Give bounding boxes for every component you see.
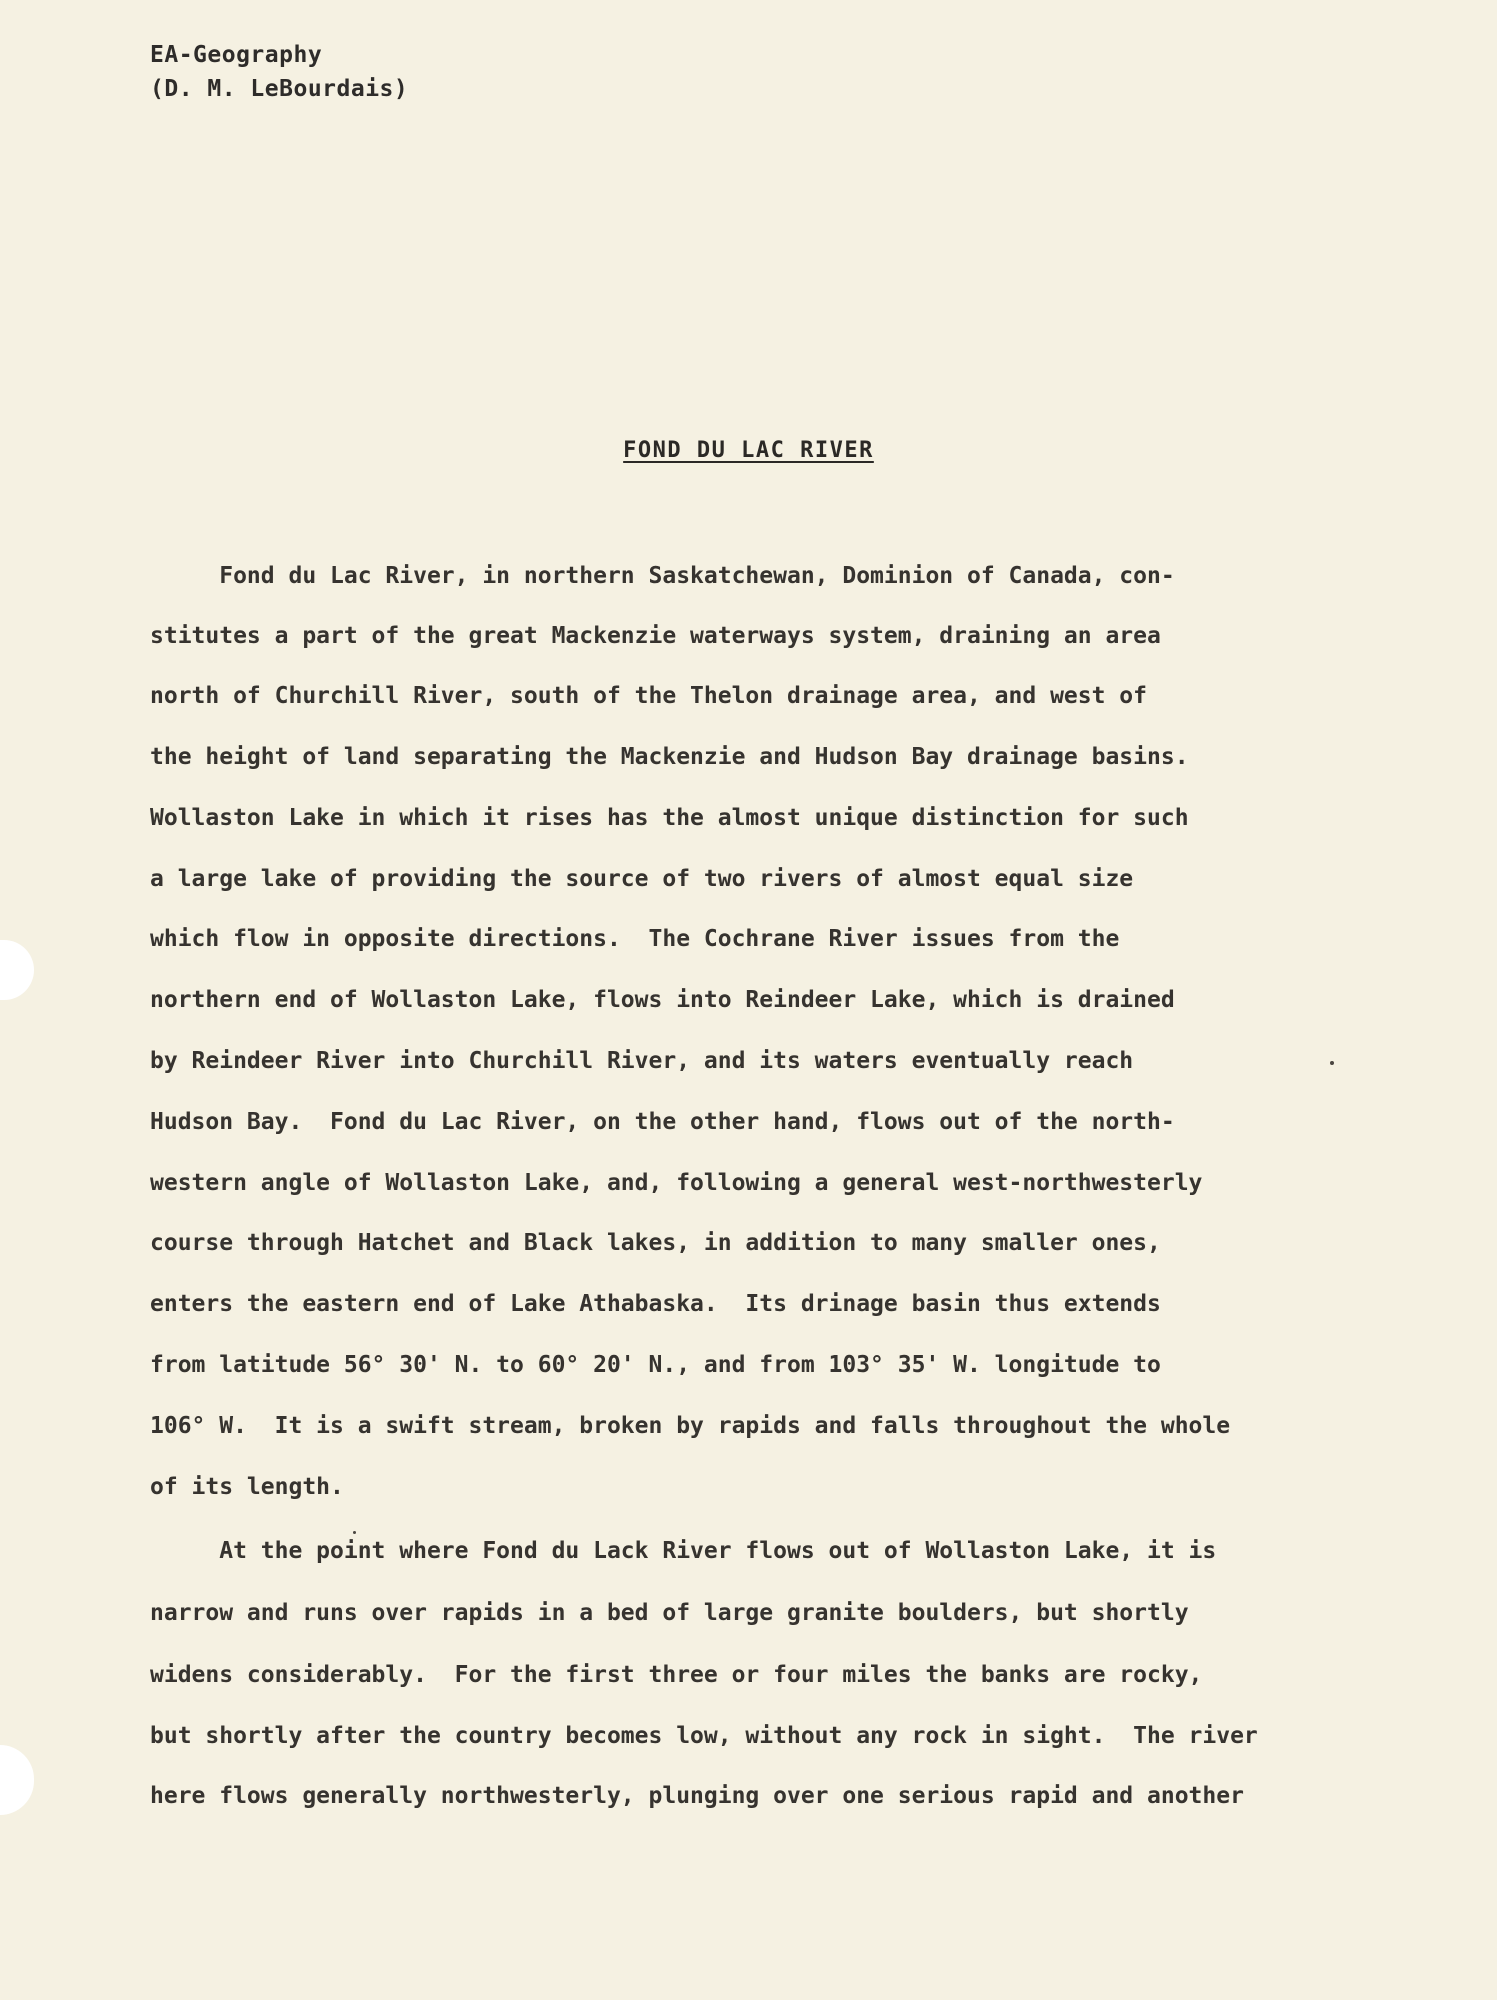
header-category: EA-Geography <box>150 42 323 68</box>
body-line: the height of land separating the Mackenzie and Hudson Bay drainage basins. <box>150 744 1189 770</box>
document-title: FOND DU LAC RIVER <box>623 438 874 463</box>
body-line: stitutes a part of the great Mackenzie waterways system, draining an area <box>150 623 1161 649</box>
body-line: enters the eastern end of Lake Athabaska. Its drinage basin thus extends <box>150 1291 1161 1317</box>
punch-hole <box>0 940 34 1000</box>
body-line: At the point where Fond du Lack River flows out of Wollaston Lake, it is <box>150 1538 1217 1564</box>
body-line: of its length. <box>150 1474 344 1500</box>
body-line: from latitude 56° 30' N. to 60° 20' N., and from 103° 35' W. longitude to <box>150 1352 1161 1378</box>
body-line: which flow in opposite directions. The Cochrane River issues from the <box>150 926 1120 952</box>
body-line: narrow and runs over rapids in a bed of large granite boulders, but shortly <box>150 1600 1189 1626</box>
body-line: course through Hatchet and Black lakes, in addition to many smaller ones, <box>150 1230 1161 1256</box>
body-line: Wollaston Lake in which it rises has the almost unique distinction for such <box>150 805 1189 831</box>
body-line: widens considerably. For the first three or four miles the banks are rocky, <box>150 1662 1203 1688</box>
body-line: northern end of Wollaston Lake, flows into Reindeer Lake, which is drained <box>150 987 1175 1013</box>
header-author: (D. M. LeBourdais) <box>150 76 409 102</box>
body-line: 106° W. It is a swift stream, broken by rapids and falls throughout the whole <box>150 1413 1231 1439</box>
body-line: western angle of Wollaston Lake, and, following a general west-northwesterly <box>150 1170 1203 1196</box>
ink-speck <box>353 1531 356 1534</box>
body-line: by Reindeer River into Churchill River, and its waters eventually reach <box>150 1048 1134 1074</box>
body-line: here flows generally northwesterly, plunging over one serious rapid and another <box>150 1783 1244 1809</box>
ink-speck <box>1330 1061 1334 1065</box>
body-line: Fond du Lac River, in northern Saskatchewan, Dominion of Canada, con- <box>150 563 1175 589</box>
body-line: a large lake of providing the source of two rivers of almost equal size <box>150 866 1134 892</box>
punch-hole <box>0 1745 34 1815</box>
body-line: but shortly after the country becomes low, without any rock in sight. The river <box>150 1723 1258 1749</box>
body-line: north of Churchill River, south of the Thelon drainage area, and west of <box>150 683 1147 709</box>
body-line: Hudson Bay. Fond du Lac River, on the other hand, flows out of the north- <box>150 1109 1175 1135</box>
